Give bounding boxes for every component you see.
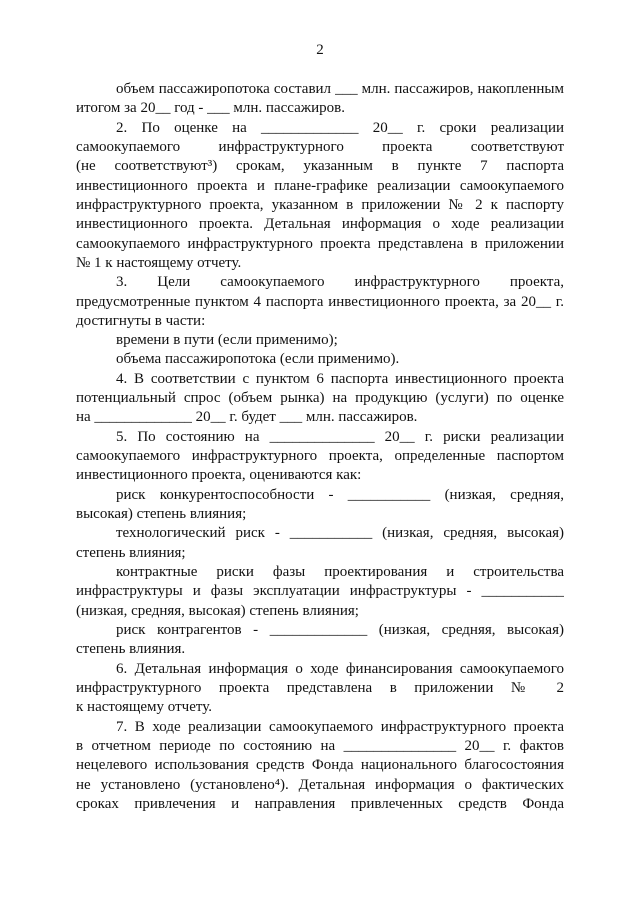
text-line: инвестиционного проекта, оцениваются как: bbox=[76, 467, 362, 483]
text-line: на _____________ 20__ г. будет ___ млн. пассажиров. bbox=[76, 409, 418, 425]
text-line: степень влияния. bbox=[76, 641, 186, 657]
text-line: нецелевого использования средств Фонда национального благосостояния bbox=[76, 757, 564, 773]
text-line: времени в пути (если применимо); bbox=[116, 332, 338, 348]
text-line: (не соответствуют³) срокам, указанным в пункте 7 паспорта bbox=[76, 158, 564, 174]
text-line: степень влияния; bbox=[76, 545, 186, 561]
text-line: технологический риск - ___________ (низкая, средняя, высокая) bbox=[116, 525, 564, 541]
text-line: контрактные риски фазы проектирования и строительства bbox=[116, 564, 564, 580]
text-line: достигнуты в части: bbox=[76, 313, 206, 329]
text-line: инфраструктуры и фазы эксплуатации инфраструктуры - ___________ bbox=[76, 583, 564, 599]
text-line: самоокупаемого инфраструктурного проекта соответствуют bbox=[76, 139, 564, 155]
text-line: не установлено (установлено⁴). Детальная информация о фактических bbox=[76, 777, 564, 793]
text-line: № 1 к настоящему отчету. bbox=[76, 255, 242, 271]
text-line: объем пассажиропотока составил ___ млн. пассажиров, накопленным bbox=[116, 81, 564, 97]
text-line: 3. Цели самоокупаемого инфраструктурного проекта, bbox=[116, 274, 564, 290]
text-line: самоокупаемого инфраструктурного проекта представлена в приложении bbox=[76, 236, 564, 252]
text-line: к настоящему отчету. bbox=[76, 699, 212, 715]
text-line: 7. В ходе реализации самоокупаемого инфраструктурного проекта bbox=[116, 719, 564, 735]
text-line: объема пассажиропотока (если применимо). bbox=[116, 351, 400, 367]
text-line: риск контрагентов - _____________ (низкая, средняя, высокая) bbox=[116, 622, 564, 638]
text-line: риск конкурентоспособности - ___________ (низкая, средняя, bbox=[116, 487, 564, 503]
text-line: высокая) степень влияния; bbox=[76, 506, 247, 522]
page-number: 2 bbox=[316, 42, 324, 58]
text-line: предусмотренные пунктом 4 паспорта инвестиционного проекта, за 20__ г. bbox=[76, 294, 564, 310]
text-line: инвестиционного проекта и плане-графике реализации самоокупаемого bbox=[76, 178, 564, 194]
text-line: в отчетном периоде по состоянию на _______________ 20__ г. фактов bbox=[76, 738, 564, 754]
text-line: 5. По состоянию на ______________ 20__ г. риски реализации bbox=[116, 429, 564, 445]
text-line: инфраструктурного проекта представлена в приложении № 2 bbox=[76, 680, 564, 696]
text-line: инфраструктурного проекта, указанном в приложении № 2 к паспорту bbox=[76, 197, 564, 213]
text-line: итогом за 20__ год - ___ млн. пассажиров. bbox=[76, 100, 345, 116]
text-line: 6. Детальная информация о ходе финансирования самоокупаемого bbox=[116, 661, 564, 677]
text-line: 4. В соответствии с пунктом 6 паспорта инвестиционного проекта bbox=[116, 371, 564, 387]
text-line: инвестиционного проекта. Детальная информация о ходе реализации bbox=[76, 216, 564, 232]
text-line: самоокупаемого инфраструктурного проекта, определенные паспортом bbox=[76, 448, 564, 464]
text-line: потенциальный спрос (объем рынка) на продукцию (услуги) по оценке bbox=[76, 390, 564, 406]
text-line: (низкая, средняя, высокая) степень влияния; bbox=[76, 603, 359, 619]
text-line: 2. По оценке на _____________ 20__ г. сроки реализации bbox=[116, 120, 564, 136]
text-line: сроках привлечения и направления привлеченных средств Фонда bbox=[76, 796, 564, 812]
